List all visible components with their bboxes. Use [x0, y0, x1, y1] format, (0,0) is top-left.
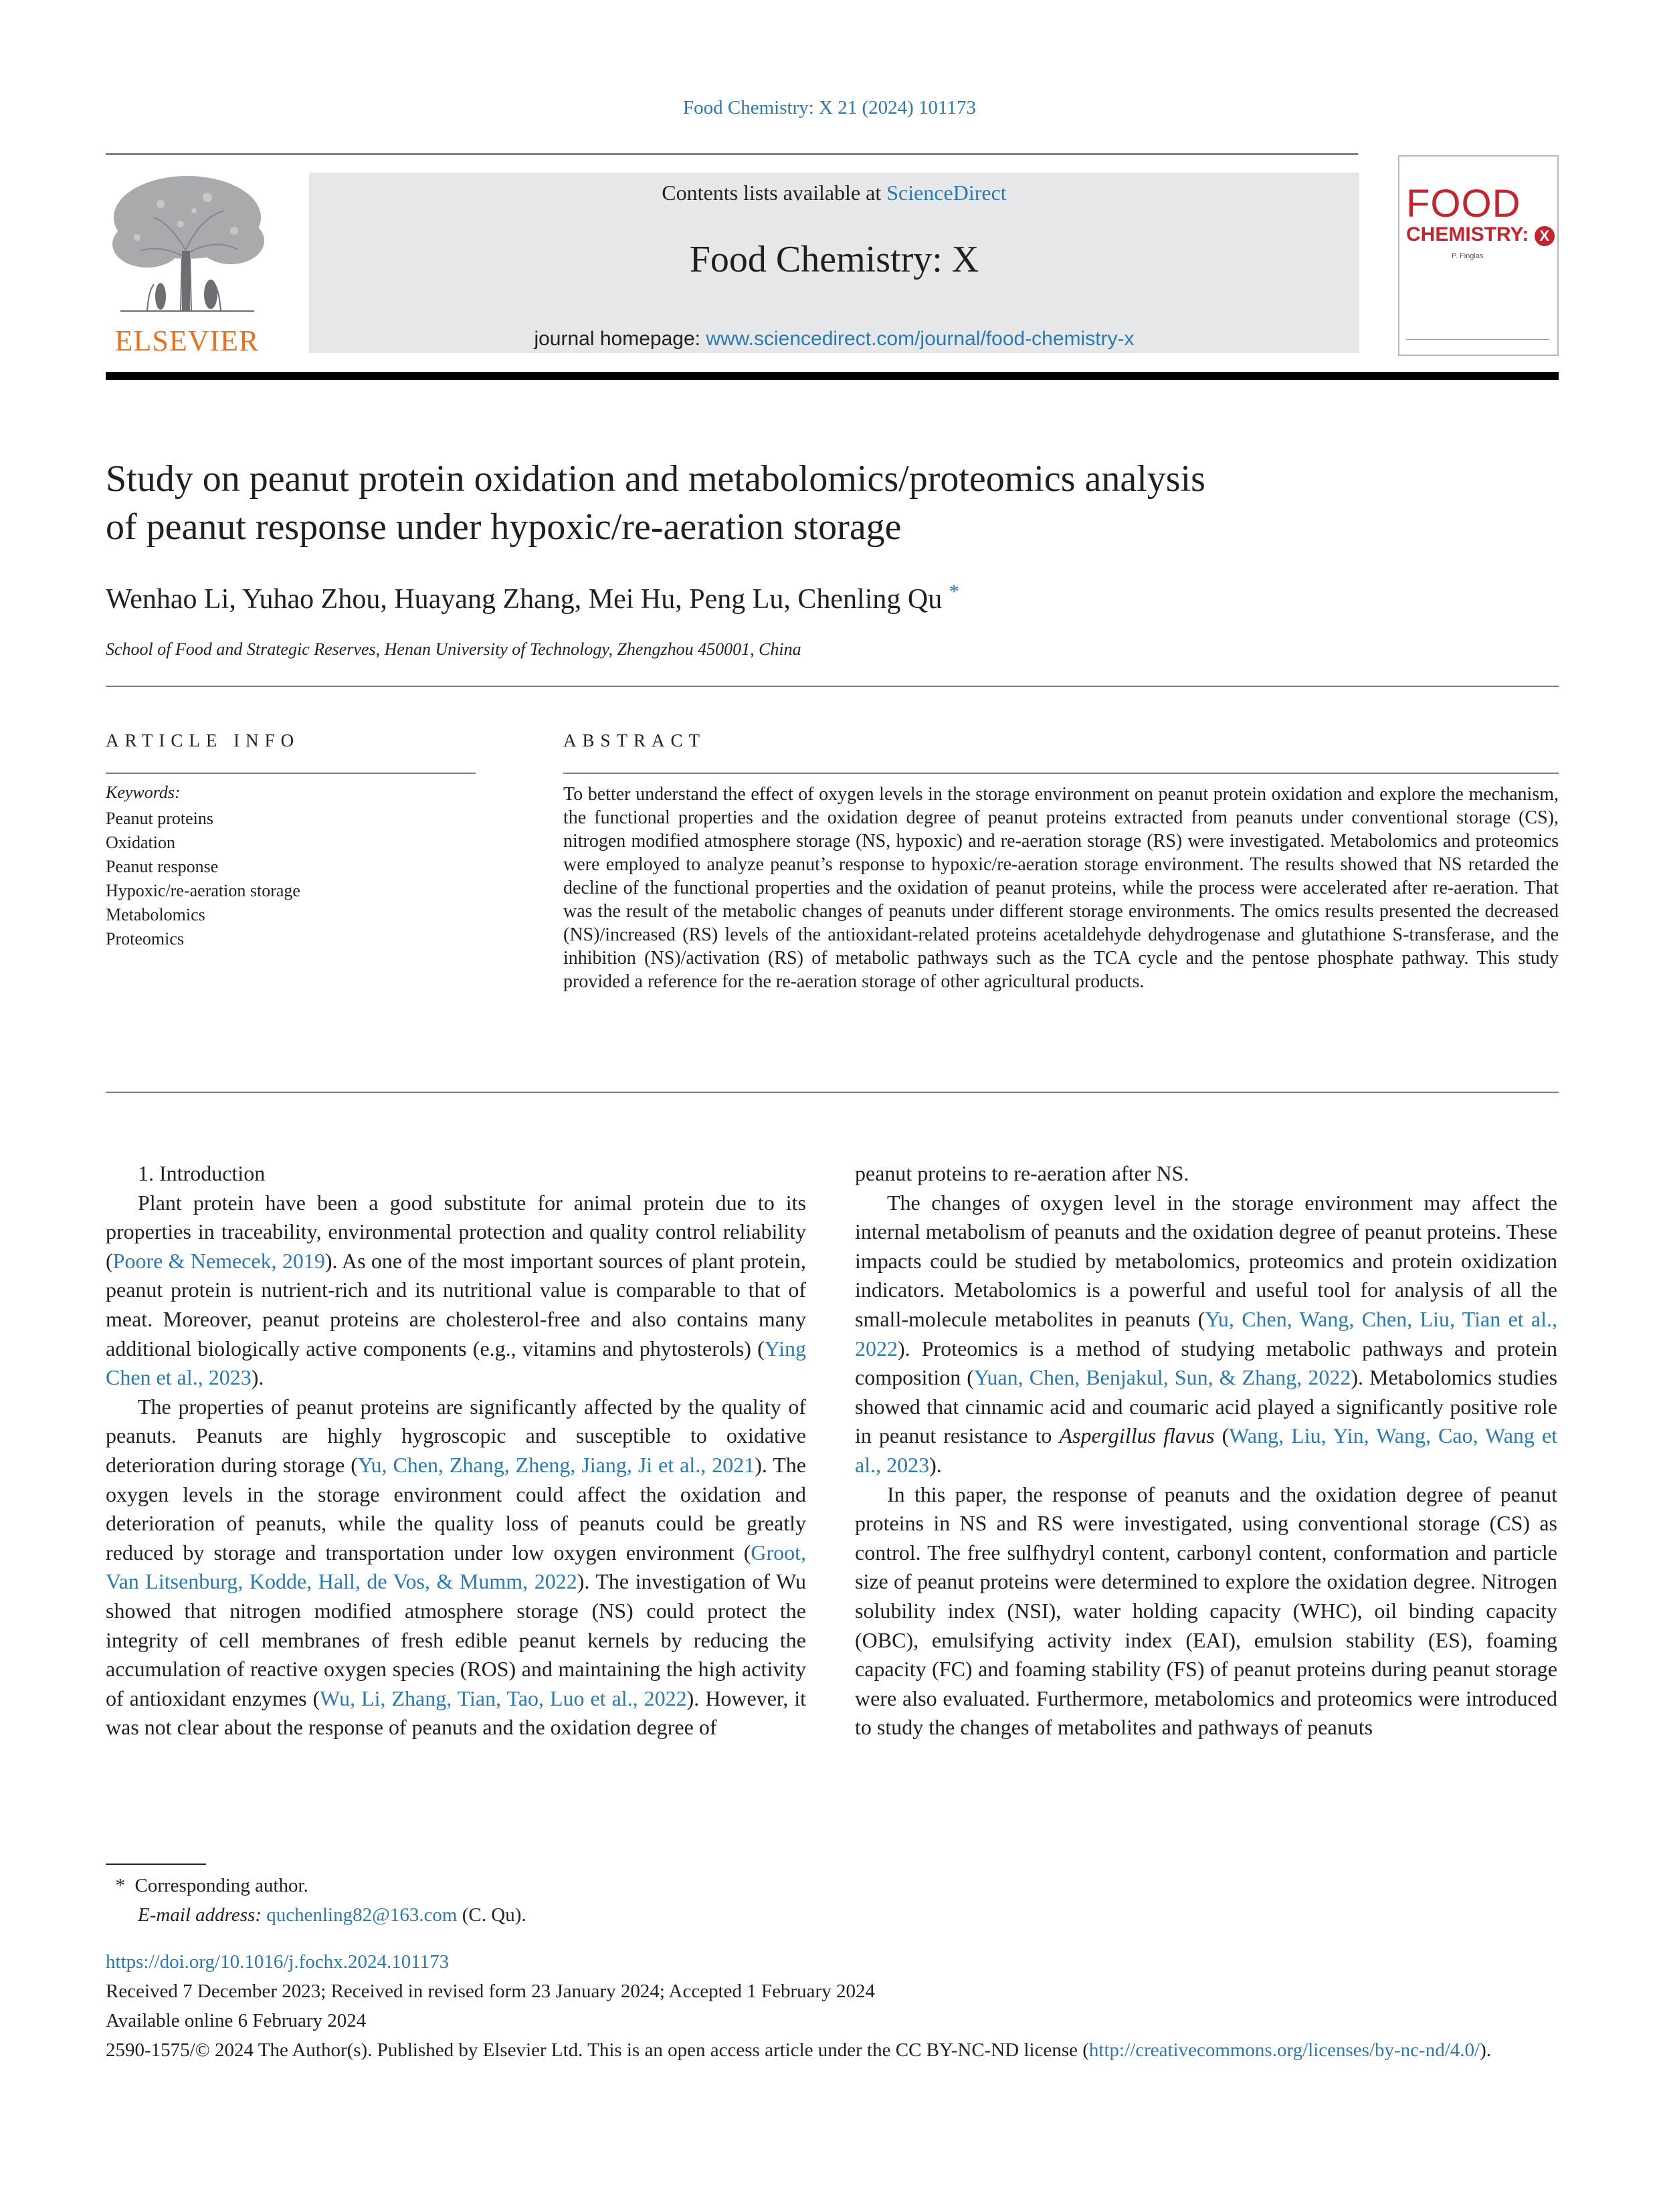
divider: [106, 773, 476, 774]
citation-link[interactable]: Wang, Liu, Yin, Wang, Cao, Wang et al., 2023: [855, 1423, 1558, 1477]
author[interactable]: Wenhao Li: [106, 584, 229, 615]
body-left-column: [106, 1159, 806, 1742]
journal-banner: [309, 173, 1359, 353]
cover-editor: P. Finglas: [1452, 252, 1484, 260]
author[interactable]: Peng Lu: [689, 584, 784, 615]
text-run: Plant protein have been a good substitute for animal protein due to its properties in traceability, environmental protection and quality control reliability (: [106, 1190, 806, 1273]
keyword: Proteomics: [106, 929, 184, 948]
text-run: ). The oxygen levels in the storage environment could affect the oxidation and deterioration of peanuts, while the quality loss of peanuts could be greatly reduced by storage and transportation under low oxygen environment (: [106, 1452, 807, 1565]
author-separator: ,: [380, 584, 395, 615]
body-paragraph: [106, 1189, 806, 1393]
keyword: Oxidation: [106, 833, 175, 852]
citation-link[interactable]: Yuan, Chen, Benjakul, Sun, & Zhang, 2022: [973, 1365, 1351, 1390]
cover-food-word: FOOD: [1406, 182, 1521, 225]
elsevier-wordmark: ELSEVIER: [114, 324, 260, 357]
corresponding-footnote: [106, 1871, 526, 1900]
text-run: ).: [251, 1365, 264, 1390]
species-name: Aspergillus flavus: [1059, 1423, 1215, 1448]
author[interactable]: Yuhao Zhou: [241, 584, 381, 615]
citation-link[interactable]: Ying Chen et al., 2023: [106, 1336, 806, 1390]
keywords-list: [106, 807, 300, 951]
journal-reference[interactable]: Food Chemistry: X 21 (2024) 101173: [683, 97, 976, 118]
author[interactable]: Huayang Zhang: [394, 584, 575, 615]
doi-link[interactable]: https://doi.org/10.1016/j.fochx.2024.101173: [106, 1951, 450, 1973]
keyword: Peanut response: [106, 857, 219, 876]
contents-line: [309, 181, 1359, 205]
text-run: The changes of oxygen level in the storage environment may affect the internal metabolism of peanuts and the oxidation degree of peanut proteins. These impacts could be studied by metabolomics, proteomics and protein oxidization indicators. Metabolomics is a powerful and useful tool for analysis of all the small-molecule metabolites in peanuts (: [855, 1190, 1557, 1331]
header-thick-rule: [106, 372, 1559, 380]
keyword: Hypoxic/re-aeration storage: [106, 881, 300, 900]
abstract-text: To better understand the effect of oxygen levels in the storage environment on peanut protein oxidation and explore the mechanism, the functional properties and the oxidation degree of peanut proteins extracted from peanuts under conventional storage (CS), nitrogen modified atmosphere storage (NS, hypoxic) and re-aeration storage (RS) were investigated. Metabolomics and proteomics were employed to analyze peanut’s response to hypoxic/re-aeration storage environment. The results showed that NS retarded the decline of the functional properties and the oxidation of peanut proteins, while the process were accelerated after re-aeration. That was the result of the metabolic changes of peanuts under different storage environments. The omics results presented the decreased (NS)/increased (RS) levels of the antioxidant-related proteins acetaldehyde dehydrogenase and glutathione S-transferase, and the inhibition (NS)/activation (RS) of metabolic pathways such as the TCA cycle and the pentose phosphate pathway. This study provided a reference for the re-aeration storage of other agricultural products.: [563, 784, 1559, 992]
email-link[interactable]: quchenling82@163.com: [266, 1904, 458, 1926]
license-text: 2590-1575/© 2024 The Author(s). Published by Elsevier Ltd. This is an open access article under the CC BY-NC-ND license (: [106, 2039, 1089, 2061]
article-title: [106, 455, 1377, 551]
text-run: ).: [929, 1452, 942, 1477]
license-text: ).: [1480, 2039, 1491, 2061]
email-footnote: [106, 1900, 526, 1930]
citation-link[interactable]: Yu, Chen, Wang, Chen, Liu, Tian et al., 2022: [855, 1306, 1557, 1361]
cover-x-badge: X: [1535, 226, 1555, 246]
keyword: Metabolomics: [106, 905, 205, 924]
corresponding-label: Corresponding author.: [134, 1875, 308, 1896]
body-paragraph: peanut proteins to re-aeration after NS.: [855, 1161, 1189, 1185]
footnote-rule: [106, 1864, 206, 1865]
footnote-star: *: [115, 1875, 125, 1896]
homepage-link[interactable]: www.sciencedirect.com/journal/food-chemistry-x: [706, 328, 1135, 350]
body-paragraph: In this paper, the response of peanuts and the oxidation degree of peanut proteins in NS and RS were investigated, using conventional storage (CS) as control. The free sulfhydryl content, carbonyl content, conformation and particle size of peanut proteins were determined to explore the oxidation degree. Nitrogen solubility index (NSI), water holding capacity (WHC), oil binding capacity (OBC), emulsifying activity index (EAI), emulsion stability (ES), foaming capacity (FC) and foaming stability (FS) of peanut proteins during peanut storage were also evaluated. Furthermore, metabolomics and proteomics were introduced to study the changes of metabolites and pathways of peanuts: [855, 1482, 1557, 1740]
publication-info: [106, 1947, 1559, 2065]
journal-cover-thumbnail[interactable]: [1398, 155, 1559, 356]
license-statement: [106, 2035, 1559, 2065]
title-line-2: of peanut response under hypoxic/re-aeration storage: [106, 506, 902, 548]
top-rule: [106, 153, 1358, 155]
citation-link[interactable]: Poore & Nemecek, 2019: [112, 1248, 325, 1273]
author-separator: ,: [783, 584, 798, 615]
author-separator: ,: [675, 584, 690, 615]
title-line-1: Study on peanut protein oxidation and metabolomics/proteomics analysis: [106, 458, 1205, 500]
citation-link[interactable]: Yu, Chen, Zhang, Zheng, Jiang, Ji et al., 2021: [357, 1452, 755, 1477]
section-heading-introduction: 1. Introduction: [138, 1161, 266, 1185]
author-list: [106, 581, 959, 615]
citation-link[interactable]: Groot, Van Litsenburg, Kodde, Hall, de Vos, & Mumm, 2022: [106, 1540, 806, 1594]
text-run: ). Proteomics is a method of studying metabolic pathways and protein composition (: [855, 1336, 1557, 1390]
divider: [563, 773, 1559, 774]
email-suffix: (C. Qu).: [457, 1904, 526, 1926]
elsevier-logo: [102, 171, 272, 358]
text-run: ). As one of the most important sources of plant protein, peanut protein is nutrient-rich and its nutritional value is comparable to that of meat. Moreover, peanut proteins are cholesterol-free and also contains many additional biologically active components (e.g., vitamins and phytosterols) (: [106, 1248, 807, 1361]
divider: [106, 1092, 1559, 1093]
corresponding-author-mark[interactable]: *: [949, 581, 959, 603]
divider: [106, 686, 1559, 687]
text-run: ). Metabolomics studies showed that cinnamic acid and coumaric acid played a significantly positive role in peanut resistance to: [855, 1365, 1558, 1448]
author[interactable]: Mei Hu: [588, 584, 676, 615]
author-separator: ,: [229, 584, 242, 615]
text-run: The properties of peanut proteins are significantly affected by the quality of peanuts. Peanuts are highly hygroscopic and susceptible to oxidative deterioration during storage (: [106, 1394, 806, 1477]
author-separator: ,: [574, 584, 589, 615]
keyword: Peanut proteins: [106, 809, 214, 828]
author[interactable]: Chenling Qu: [797, 584, 943, 615]
text-run: ). The investigation of Wu showed that nitrogen modified atmosphere storage (NS) could protect the integrity of cell membranes of fresh edible peanut kernels by reducing the accumulation of reactive oxygen species (ROS) and maintaining the high activity of antioxidant enzymes (: [106, 1569, 807, 1710]
affiliation: School of Food and Strategic Reserves, Henan University of Technology, Zhengzhou 450001, China: [106, 639, 801, 659]
citation-link[interactable]: Wu, Li, Zhang, Tian, Tao, Luo et al., 2022: [320, 1686, 687, 1710]
cover-chemistry-text: CHEMISTRY:: [1406, 223, 1529, 245]
email-label: E-mail address:: [138, 1904, 262, 1926]
body-right-column: [855, 1159, 1557, 1742]
cover-rule: [1406, 339, 1549, 340]
text-run: ). However, it was not clear about the response of peanuts and the oxidation degree of: [106, 1686, 807, 1740]
homepage-prefix: journal homepage:: [534, 328, 706, 350]
available-online: Available online 6 February 2024: [106, 2010, 367, 2031]
journal-name: Food Chemistry: X: [689, 239, 979, 280]
homepage-line: [309, 328, 1359, 350]
body-paragraph: [855, 1189, 1557, 1480]
publication-dates: Received 7 December 2023; Received in revised form 23 January 2024; Accepted 1 February 2024: [106, 1981, 875, 2002]
contents-prefix: Contents lists available at: [662, 181, 887, 205]
keywords-label: Keywords:: [106, 783, 181, 802]
cover-chemistry-word: [1406, 223, 1555, 246]
footnotes: [106, 1871, 526, 1930]
sciencedirect-link[interactable]: ScienceDirect: [886, 181, 1007, 205]
license-link[interactable]: http://creativecommons.org/licenses/by-nc-nd/4.0/: [1088, 2039, 1480, 2061]
article-info-heading: ARTICLE INFO: [106, 730, 300, 750]
body-paragraph: [106, 1393, 806, 1742]
abstract-heading: ABSTRACT: [563, 730, 706, 750]
elsevier-tree-icon: [107, 171, 268, 314]
text-run: (: [1214, 1423, 1230, 1448]
